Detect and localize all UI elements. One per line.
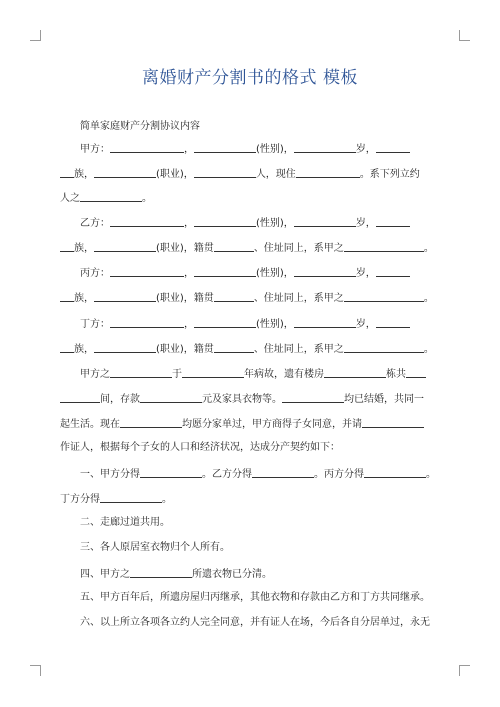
blank[interactable]: [376, 141, 410, 153]
blank[interactable]: [182, 366, 244, 378]
clause-1-line-1: 一、甲方分得 。乙方分得 。丙方分得 。: [80, 466, 440, 482]
blank[interactable]: [130, 566, 192, 578]
blank[interactable]: [94, 290, 156, 302]
estate-paragraph-line-1: 甲方之 于 年病故，遗有楼房 栋共: [80, 366, 440, 382]
name-blank[interactable]: [110, 265, 184, 277]
blank[interactable]: [140, 466, 202, 478]
blank[interactable]: [60, 240, 74, 252]
estate-paragraph-line-2: 间，存款 元及家具衣物等。 均已结婚，共同一: [60, 391, 440, 407]
blank[interactable]: [80, 190, 142, 202]
blank[interactable]: [214, 341, 254, 353]
blank[interactable]: [120, 416, 182, 428]
blank[interactable]: [364, 466, 426, 478]
page-corner-mark: [459, 30, 470, 41]
blank[interactable]: [296, 166, 360, 178]
blank[interactable]: [60, 391, 100, 403]
party-c-line-2: 族， (职业)，籍贯 、住址同上，系甲之 。: [60, 290, 440, 306]
party-b-line-2: 族， (职业)，籍贯 、住址同上，系甲之 。: [60, 240, 440, 256]
blank[interactable]: [140, 391, 202, 403]
name-blank[interactable]: [110, 141, 184, 153]
blank[interactable]: [60, 341, 74, 353]
blank[interactable]: [194, 265, 256, 277]
blank[interactable]: [344, 341, 424, 353]
blank[interactable]: [324, 366, 386, 378]
blank[interactable]: [406, 366, 426, 378]
clause-6: 六、以上所立各项各立约人完全同意，并有证人在场，今后各自分居单过，永无: [80, 617, 430, 628]
blank[interactable]: [294, 141, 356, 153]
blank[interactable]: [94, 240, 156, 252]
blank[interactable]: [194, 166, 256, 178]
clause-2: 二、走廊过道共用。: [80, 517, 170, 528]
blank[interactable]: [94, 341, 156, 353]
page-corner-mark: [30, 30, 41, 41]
blank[interactable]: [194, 316, 256, 328]
party-a-line-3: 人之 。: [60, 190, 440, 206]
clause-5: 五、甲方百年后，所遗房屋归丙继承，其他衣物和存款由乙方和丁方共同继承。: [80, 592, 430, 603]
blank[interactable]: [294, 265, 356, 277]
blank[interactable]: [362, 416, 424, 428]
document-title: 离婚财产分割书的格式 模板: [142, 68, 358, 88]
blank[interactable]: [344, 290, 424, 302]
estate-paragraph-line-3: 起生活。现在 均愿分家单过，甲方商得子女同意，并请: [60, 416, 440, 432]
blank[interactable]: [60, 290, 74, 302]
blank[interactable]: [214, 290, 254, 302]
blank[interactable]: [194, 215, 256, 227]
blank[interactable]: [376, 265, 410, 277]
blank[interactable]: [344, 240, 424, 252]
party-a-line-2: 族， (职业)， 人，现住 。系下列立约: [60, 166, 440, 182]
blank[interactable]: [100, 491, 162, 503]
blank[interactable]: [252, 466, 314, 478]
page-corner-mark: [30, 665, 41, 676]
blank[interactable]: [60, 166, 74, 178]
blank[interactable]: [294, 215, 356, 227]
party-b-line-1: 乙方： ， (性别)， 岁，: [80, 215, 440, 231]
estate-paragraph-line-4: 作证人，根据每个子女的人口和经济状况，达成分产契约如下：: [60, 442, 340, 453]
party-d-line-2: 族， (职业)，籍贯 、住址同上，系甲之 。: [60, 341, 440, 357]
blank[interactable]: [294, 316, 356, 328]
blank[interactable]: [110, 366, 172, 378]
party-d-line-1: 丁方： ， (性别)， 岁，: [80, 316, 440, 332]
blank[interactable]: [282, 391, 344, 403]
document-subtitle: 简单家庭财产分割协议内容: [80, 121, 200, 132]
blank[interactable]: [376, 316, 410, 328]
blank[interactable]: [376, 215, 410, 227]
clause-1-line-2: 丁方分得 。: [60, 491, 440, 507]
party-a-line-1: 甲方： ， (性别)， 岁，: [80, 141, 440, 157]
page-corner-mark: [459, 665, 470, 676]
blank[interactable]: [214, 240, 254, 252]
clause-4: 四、甲方之 所遗衣物已分清。: [80, 566, 440, 582]
name-blank[interactable]: [110, 316, 184, 328]
clause-3: 三、各人原居室衣物归个人所有。: [80, 542, 230, 553]
party-c-line-1: 丙方： ， (性别)， 岁，: [80, 265, 440, 281]
blank[interactable]: [94, 166, 156, 178]
name-blank[interactable]: [110, 215, 184, 227]
blank[interactable]: [194, 141, 256, 153]
